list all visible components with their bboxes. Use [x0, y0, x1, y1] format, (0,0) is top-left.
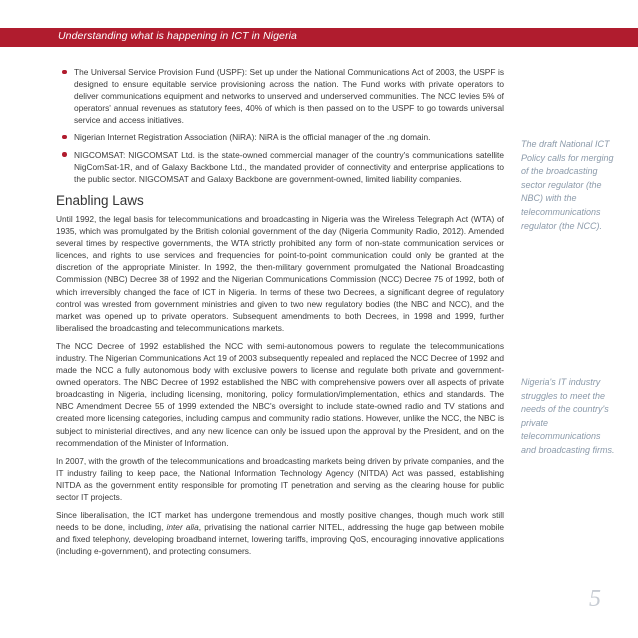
list-item-nigcomsat: NIGCOMSAT: NIGCOMSAT Ltd. is the state-owned commercial manager of the country's communications satellite NigComSat-1R, and of Galaxy Backbone Ltd., the mandated provider of connectivity and enterprise applications to the public sector. NIGCOMSAT and Galaxy Backbone are government-owned, limited liability companies.: [74, 149, 504, 184]
running-header-title: Understanding what is happening in ICT in Nigeria: [58, 30, 297, 42]
list-item-uspf: The Universal Service Provision Fund (USPF): Set up under the National Communications Act of 2003, the USPF is designed to ensure equitable service provisioning across the nation. The Fund works with private operators to deliver communications equipment and networks to unserved and underserved communities. The NCC levies 5% of operators' annual revenues as statutory fees, 40% of which is then passed on to the USPF to go towards universal service and access initiatives.: [74, 67, 504, 126]
main-column: [56, 66, 504, 563]
sidebar-note-policy: The draft National ICT Policy calls for merging of the broadcasting sector regulator (the NBC) with the telecommunications regulator (the NCC).: [521, 139, 614, 231]
sidebar-note-industry: Nigeria's IT industry struggles to meet the needs of the country's private telecommunications and broadcasting firms.: [521, 377, 615, 455]
paragraph: Until 1992, the legal basis for telecommunications and broadcasting in Nigeria was the Wireless Telegraph Act (WTA) of 1935, which was promulgated by the British colonial government of the day (Nigeria Community Radio, 2012). Amended several times by respective governments, the WTA strictly prohibited any form of non-state communication services or licences, and rights to use services and frequencies for point-to-point communication could only be granted at the discretion of the appropriate Minister. In 1992, the then-military government promulgated the National Broadcasting Commission (NBC) Decree 38 of 1992 and the Nigerian Communications Commission (NCC) Decree 75 of 1992, both of which irreversibly changed the face of ICT in Nigeria. In terms of these two Decrees, a significant degree of regulatory control was wrested from government ministries and given to two new regulatory bodies (the NBC and NCC), and the market was opened up to private operators. Subsequent amendments to both Decrees, in 1998 and 1999, further liberalised the broadcasting and telecommunications markets.: [56, 213, 504, 333]
paragraph: The NCC Decree of 1992 established the NCC with semi-autonomous powers to regulate the telecommunications industry. The Nigerian Communications Act 19 of 2003 subsequently repealed and replaced the NCC Decree of 1992 and made the NCC a fully autonomous body with exclusive powers to license and regulate both private and government-owned operators. The NBC Decree of 1992 established the NBC with comprehensive powers over all aspects of private broadcasting in Nigeria, including licensing, monitoring, policy formulation/implementation, ethics and standards. The NBC Amendment Decree 55 of 1999 extended the NBC's oversight to include state-owned radio and TV stations and created more licensing categories, including campus and community radio stations. However, unlike the NCC, the NBC is subject to ministerial directives, and any new licence can only be issued upon the approval by the President, and on the recommendation of the Minister of Information.: [56, 340, 504, 448]
italic-term: inter alia: [166, 522, 199, 533]
paragraph-text: , privatising the national carrier NITEL, addressing the huge gap between mobile and fixed telephony, developing broadband internet, lowering tariffs, improving QoS, encouraging innovative applications (including e-government), and protecting consumers.: [56, 522, 504, 557]
bullet-list: [56, 66, 504, 185]
page-number: 5: [589, 586, 601, 612]
list-item-nira: Nigerian Internet Registration Association (NiRA): NiRA is the official manager of the .ng domain.: [74, 131, 504, 143]
section-heading: Enabling Laws: [56, 192, 144, 208]
paragraph-last: [56, 509, 504, 557]
paragraph: In 2007, with the growth of the telecommunications and broadcasting markets being driven by private companies, and the IT industry failing to keep pace, the National Information Technology Agency (NITDA) Act was passed, establishing NITDA as the government entity responsible for promoting IT penetration and serving as the clearing house for public sector IT projects.: [56, 455, 504, 502]
paragraph-text: Since liberalisation, the ICT market has undergone tremendous and mostly positive changes, though much work still needs to be done, including,: [56, 510, 504, 533]
